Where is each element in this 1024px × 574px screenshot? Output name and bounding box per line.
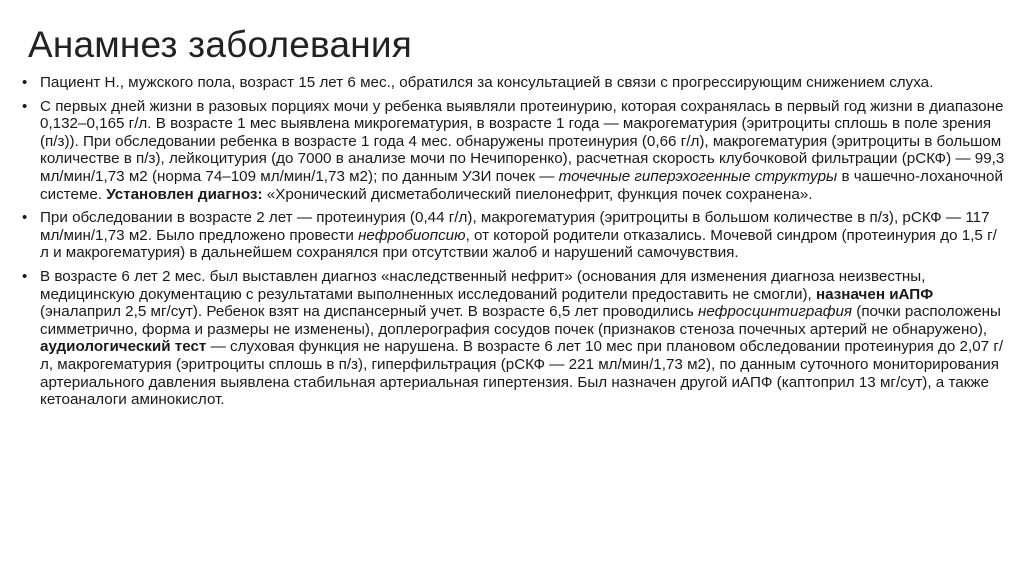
- list-item: [20, 74, 1005, 92]
- italic-term: нефробиопсию: [358, 226, 466, 244]
- item-text: Пациент Н., мужского пола, возраст 15 лет 6 мес., обратился за консультацией в связи с прогрессирующим снижением слуха.: [40, 74, 934, 91]
- item-text: в чашечно-лоханочной системе.: [40, 167, 1003, 203]
- item-text: , от которой родители отказались. Мочевой синдром (протеинурия до 1,5 г/л и макрогематурия) в дальнейшем сохранялся при отсутствии жалоб и нарушений самочувствия.: [40, 226, 997, 262]
- bullet-list: [20, 74, 1005, 415]
- italic-term: нефросцинтиграфия: [698, 303, 853, 321]
- bullet-icon: •: [22, 74, 28, 91]
- bold-label: аудиологический тест: [40, 338, 207, 356]
- item-text: «Хронический дисметаболический пиелонефрит, функция почек сохранена».: [262, 185, 813, 203]
- bullet-icon: •: [22, 267, 28, 285]
- bullet-icon: •: [22, 97, 28, 115]
- bold-label: назначен иАПФ: [815, 285, 934, 303]
- bold-label: Установлен диагноз:: [106, 185, 263, 203]
- item-text: — слуховая функция не нарушена. В возрасте 6 лет 10 мес при плановом обследовании протеинурия до 2,07 г/л, макрогематурия (эритроциты сплошь в п/з), гиперфильтрация (рСКФ — 221 мл/мин/1,73 м2), по данным суточного мониторирования артериального давления выявлена стабильная артериальная гипертензия. Был назначен другой иАПФ (каптоприл 13 мг/сут), а также кетоаналоги аминокислот.: [40, 338, 1004, 409]
- item-text: С первых дней жизни в разовых порциях мочи у ребенка выявляли протеинурию, которая сохранялась в первый год жизни в диапазоне 0,132–0,165 г/л. В возрасте 1 мес выявлена микрогематурия, в возрасте 1 года — макрогематурия (эритроциты сплошь в поле зрения (п/з)). При обследовании ребенка в возрасте 1 года 4 мес. обнаружены протеинурия (0,66 г/л), макрогематурия (эритроциты в большом количестве в п/з), лейкоцитурия (до 7000 в анализе мочи по Нечипоренко), расчетная скорость клубочковой фильтрации (рСКФ) — 99,3 мл/мин/1,73 м2 (норма 74–109 мл/мин/1,73 м2); по данным УЗИ почек —: [40, 97, 1005, 185]
- bullet-icon: •: [22, 209, 28, 227]
- item-text: (эналаприл 2,5 мг/сут). Ребенок взят на диспансерный учет. В возрасте 6,5 лет проводились: [40, 303, 699, 321]
- item-text: (почки расположены симметрично, форма и размеры не изменены), доплерография сосудов почек (признаков стеноза почечных артерий не обнаружено),: [40, 303, 1001, 338]
- list-item: [20, 268, 1005, 409]
- item-text: В возрасте 6 лет 2 мес. был выставлен диагноз «наследственный нефрит» (основания для изменения диагноза неизвестны, медицинскую документацию с результатами выполненных исследований родители предоставить не смогли),: [40, 267, 926, 303]
- list-item: [20, 98, 1005, 204]
- list-item: [20, 209, 1005, 262]
- italic-term: точечные гиперэхогенные структуры: [558, 167, 838, 185]
- item-text: При обследовании в возрасте 2 лет — протеинурия (0,44 г/л), макрогематурия (эритроциты в большом количестве в п/з), рСКФ — 117 мл/мин/1,73 м2. Было предложено провести: [40, 209, 990, 244]
- slide-title: Анамнез заболевания: [28, 24, 412, 65]
